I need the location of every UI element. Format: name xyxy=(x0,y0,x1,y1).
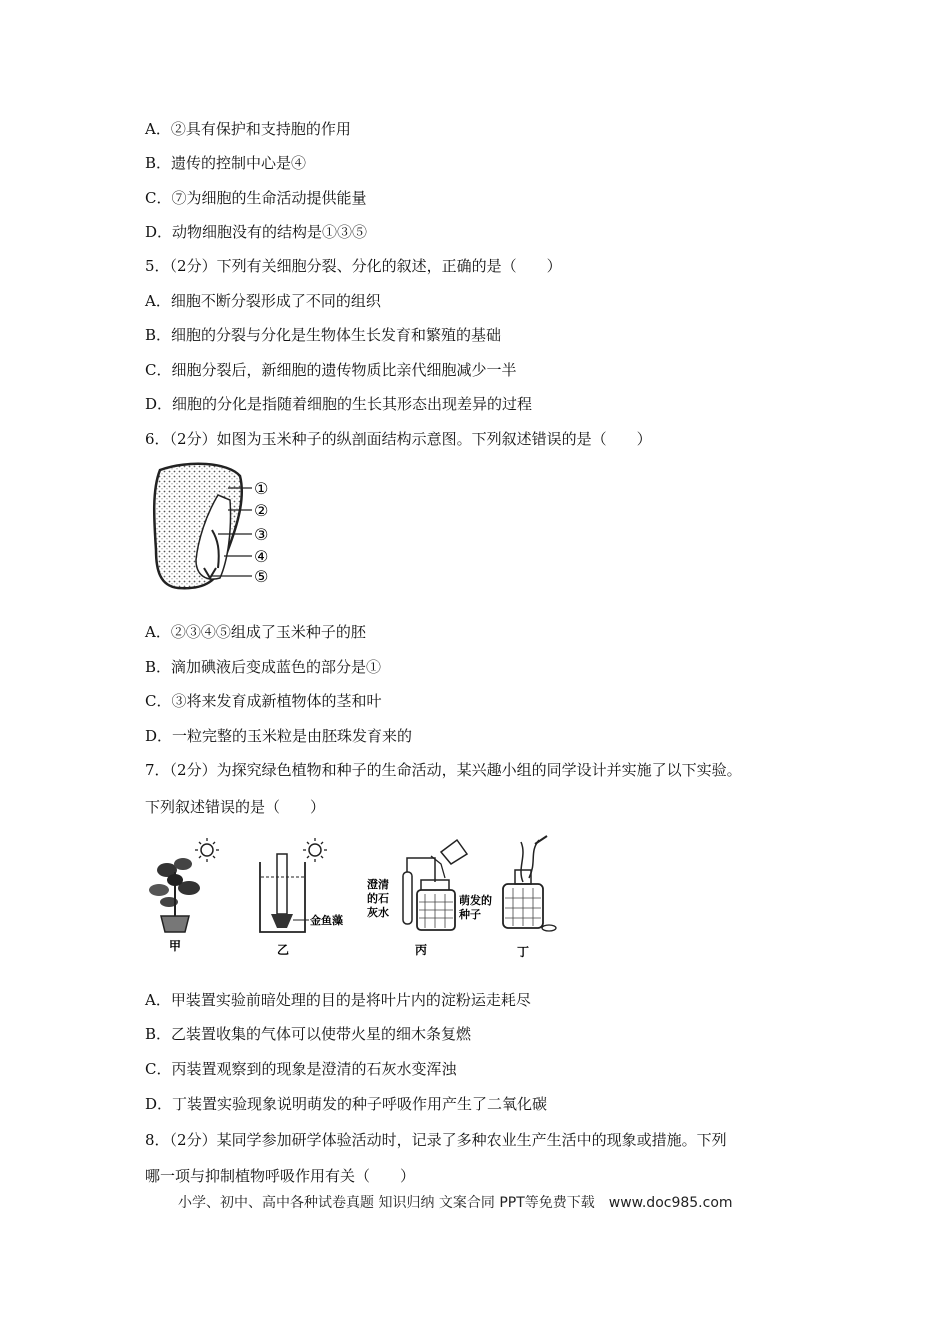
label-seeds-2: 种子 xyxy=(459,908,481,921)
experiment-figure xyxy=(145,832,565,967)
q5-option-b: B．细胞的分裂与分化是生物体生长发育和繁殖的基础 xyxy=(145,326,502,344)
q7-option-b: B．乙装置收集的气体可以使带火星的细木条复燃 xyxy=(145,1025,472,1043)
label-4: ④ xyxy=(254,547,269,566)
label-3: ③ xyxy=(254,525,269,544)
q7-stem-line2: 下列叙述错误的是（ ） xyxy=(145,798,326,816)
q7-option-d: D．丁装置实验现象说明萌发的种子呼吸作用产生了二氧化碳 xyxy=(145,1095,548,1113)
q8-stem-line1: 8．（2分）某同学参加研学体验活动时，记录了多种农业生产生活中的现象或措施。下列 xyxy=(145,1131,727,1149)
label-seeds-1: 萌发的 xyxy=(459,894,492,907)
q4-option-b: B．遗传的控制中心是④ xyxy=(145,154,307,172)
q4-option-c: C．⑦为细胞的生命活动提供能量 xyxy=(145,189,367,207)
corn-seed-figure xyxy=(148,460,278,595)
q6-option-b: B．滴加碘液后变成蓝色的部分是① xyxy=(145,658,382,676)
sun-icon-1 xyxy=(195,838,219,862)
beaker-apparatus xyxy=(260,854,343,957)
q4-option-d: D．动物细胞没有的结构是①③⑤ xyxy=(145,223,368,241)
q4-option-a: A．②具有保护和支持胞的作用 xyxy=(145,120,351,138)
q5-option-a: A．细胞不断分裂形成了不同的组织 xyxy=(145,292,381,310)
label-jia: 甲 xyxy=(168,939,182,953)
label-yi: 乙 xyxy=(276,943,290,957)
q6-option-c: C．③将来发育成新植物体的茎和叶 xyxy=(145,692,382,710)
label-goldfish-weed: 金鱼藻 xyxy=(310,914,343,927)
label-limewater-1: 澄清 xyxy=(367,878,389,891)
q5-stem: 5．（2分）下列有关细胞分裂、分化的叙述，正确的是（ ） xyxy=(145,257,562,275)
sun-icon-2 xyxy=(303,838,327,862)
label-bing: 丙 xyxy=(414,943,428,957)
q5-option-d: D．细胞的分化是指随着细胞的生长其形态出现差异的过程 xyxy=(145,395,533,413)
label-ding: 丁 xyxy=(516,945,530,959)
label-2: ② xyxy=(254,501,269,520)
label-5: ⑤ xyxy=(254,567,269,586)
label-limewater-3: 灰水 xyxy=(367,906,389,919)
q7-option-c: C．丙装置观察到的现象是澄清的石灰水变浑浊 xyxy=(145,1060,457,1078)
limewater-apparatus xyxy=(367,840,492,957)
q7-stem-line1: 7．（2分）为探究绿色植物和种子的生命活动，某兴趣小组的同学设计并实施了以下实验。 xyxy=(145,761,742,779)
q6-stem: 6．（2分）如图为玉米种子的纵剖面结构示意图。下列叙述错误的是（ ） xyxy=(145,430,652,448)
potted-plant xyxy=(149,858,200,953)
label-1: ① xyxy=(254,479,269,498)
page-footer: 小学、初中、高中各种试卷真题 知识归纳 文案合同 PPT等免费下载 www.doc985.com xyxy=(178,1195,733,1211)
q5-option-c: C．细胞分裂后，新细胞的遗传物质比亲代细胞减少一半 xyxy=(145,361,517,379)
q8-stem-line2: 哪一项与抑制植物呼吸作用有关（ ） xyxy=(145,1167,416,1185)
q6-option-d: D．一粒完整的玉米粒是由胚珠发育来的 xyxy=(145,727,413,745)
q7-option-a: A．甲装置实验前暗处理的目的是将叶片内的淀粉运走耗尽 xyxy=(145,991,531,1009)
label-limewater-2: 的石 xyxy=(367,892,389,905)
candle-apparatus xyxy=(503,836,556,959)
q6-option-a: A．②③④⑤组成了玉米种子的胚 xyxy=(145,623,366,641)
